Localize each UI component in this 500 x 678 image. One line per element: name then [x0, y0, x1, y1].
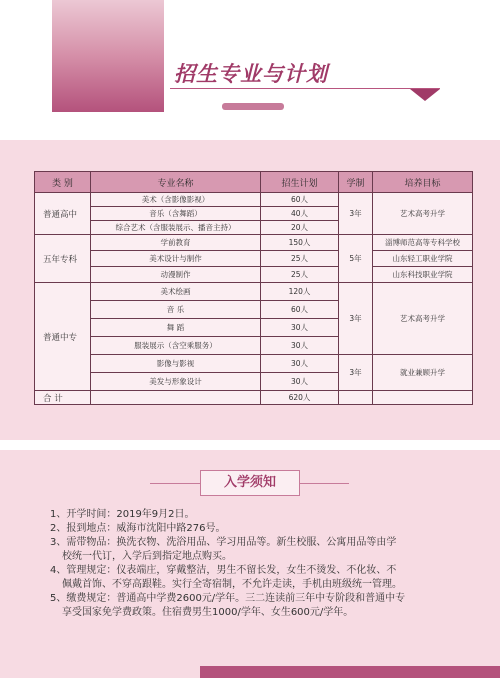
duration-cell: 3年	[339, 355, 373, 391]
goal-cell: 山东轻工职业学院	[373, 251, 473, 267]
title-triangle-icon	[410, 89, 440, 101]
notice-line: 2、报到地点：威海市沈阳中路276号。	[50, 523, 226, 534]
notice-item	[50, 592, 470, 620]
plan-cell: 150人	[261, 235, 339, 251]
major-cell: 影像与影视	[91, 355, 261, 373]
plan-cell: 60人	[261, 301, 339, 319]
total-label: 合 计	[35, 391, 91, 405]
plan-cell: 30人	[261, 319, 339, 337]
notice-line: 佩戴首饰、不穿高跟鞋。实行全寄宿制，不允许走读，手机由班级统一管理。	[62, 579, 402, 590]
notice-item	[50, 522, 470, 536]
major-cell: 美发与形象设计	[91, 373, 261, 391]
duration-cell: 3年	[339, 283, 373, 355]
plan-panel	[0, 140, 500, 440]
total-value: 620人	[261, 391, 339, 405]
plan-cell: 40人	[261, 207, 339, 221]
goal-cell: 山东科技职业学院	[373, 267, 473, 283]
notice-line: 校统一代订，入学后到指定地点购买。	[62, 551, 232, 562]
table-header-row	[35, 172, 473, 193]
plan-cell: 120人	[261, 283, 339, 301]
notice-line: 享受国家免学费政策。住宿费男生1000/学年、女生600元/学年。	[62, 607, 354, 618]
plan-cell: 60人	[261, 193, 339, 207]
notice-item	[50, 536, 470, 564]
title-bar-decor	[222, 103, 284, 110]
total-empty-cell	[373, 391, 473, 405]
header-plan: 招生计划	[261, 172, 339, 193]
major-cell: 美术绘画	[91, 283, 261, 301]
notice-list	[50, 508, 470, 620]
major-cell: 动漫制作	[91, 267, 261, 283]
notice-line: 3、需带物品：换洗衣物、洗浴用品、学习用品等。新生校服、公寓用品等由学	[50, 537, 397, 548]
major-cell: 学前教育	[91, 235, 261, 251]
major-cell: 美术（含影像影视）	[91, 193, 261, 207]
notice-title: 入学须知	[200, 470, 300, 496]
major-cell: 音乐（含舞蹈）	[91, 207, 261, 221]
goal-cell: 艺术高考升学	[373, 283, 473, 355]
title-underline	[170, 88, 440, 89]
category-cell: 五年专科	[35, 235, 91, 283]
plan-cell: 30人	[261, 373, 339, 391]
header-duration: 学制	[339, 172, 373, 193]
header-decor-block	[52, 0, 164, 112]
notice-item	[50, 564, 470, 592]
duration-cell: 5年	[339, 235, 373, 283]
enrollment-plan-table	[34, 171, 473, 405]
header-major: 专业名称	[91, 172, 261, 193]
major-cell: 服装展示（含空乘服务）	[91, 337, 261, 355]
notice-line: 5、缴费规定：普通高中学费2600元/学年。三二连读前三年中专阶段和普通中专	[50, 593, 406, 604]
header-goal: 培养目标	[373, 172, 473, 193]
page-title: 招生专业与计划	[174, 62, 328, 86]
major-cell: 舞 蹈	[91, 319, 261, 337]
table-row	[35, 283, 473, 301]
plan-cell: 30人	[261, 355, 339, 373]
total-empty-cell	[91, 391, 261, 405]
notice-title-line-right	[297, 483, 349, 484]
notice-title-line-left	[150, 483, 202, 484]
duration-cell: 3年	[339, 193, 373, 235]
table-row	[35, 193, 473, 207]
goal-cell: 艺术高考升学	[373, 193, 473, 235]
notice-item	[50, 508, 470, 522]
major-cell: 美术设计与制作	[91, 251, 261, 267]
category-cell: 普通中专	[35, 283, 91, 391]
plan-cell: 25人	[261, 267, 339, 283]
table-row	[35, 267, 473, 283]
total-empty-cell	[339, 391, 373, 405]
plan-cell: 20人	[261, 221, 339, 235]
table-row	[35, 251, 473, 267]
table-row	[35, 355, 473, 373]
goal-cell: 淄博师范高等专科学校	[373, 235, 473, 251]
notice-line: 1、开学时间：2019年9月2日。	[50, 509, 195, 520]
major-cell: 综合艺术（含服装展示、播音主持）	[91, 221, 261, 235]
plan-cell: 30人	[261, 337, 339, 355]
category-cell: 普通高中	[35, 193, 91, 235]
total-row	[35, 391, 473, 405]
header-category: 类 别	[35, 172, 91, 193]
table-row	[35, 235, 473, 251]
goal-cell: 就业兼顾升学	[373, 355, 473, 391]
plan-cell: 25人	[261, 251, 339, 267]
major-cell: 音 乐	[91, 301, 261, 319]
footer-decor-stripe	[200, 666, 500, 678]
notice-line: 4、管理规定：仪表端庄，穿戴整洁，男生不留长发，女生不烫发、不化妆、不	[50, 565, 397, 576]
